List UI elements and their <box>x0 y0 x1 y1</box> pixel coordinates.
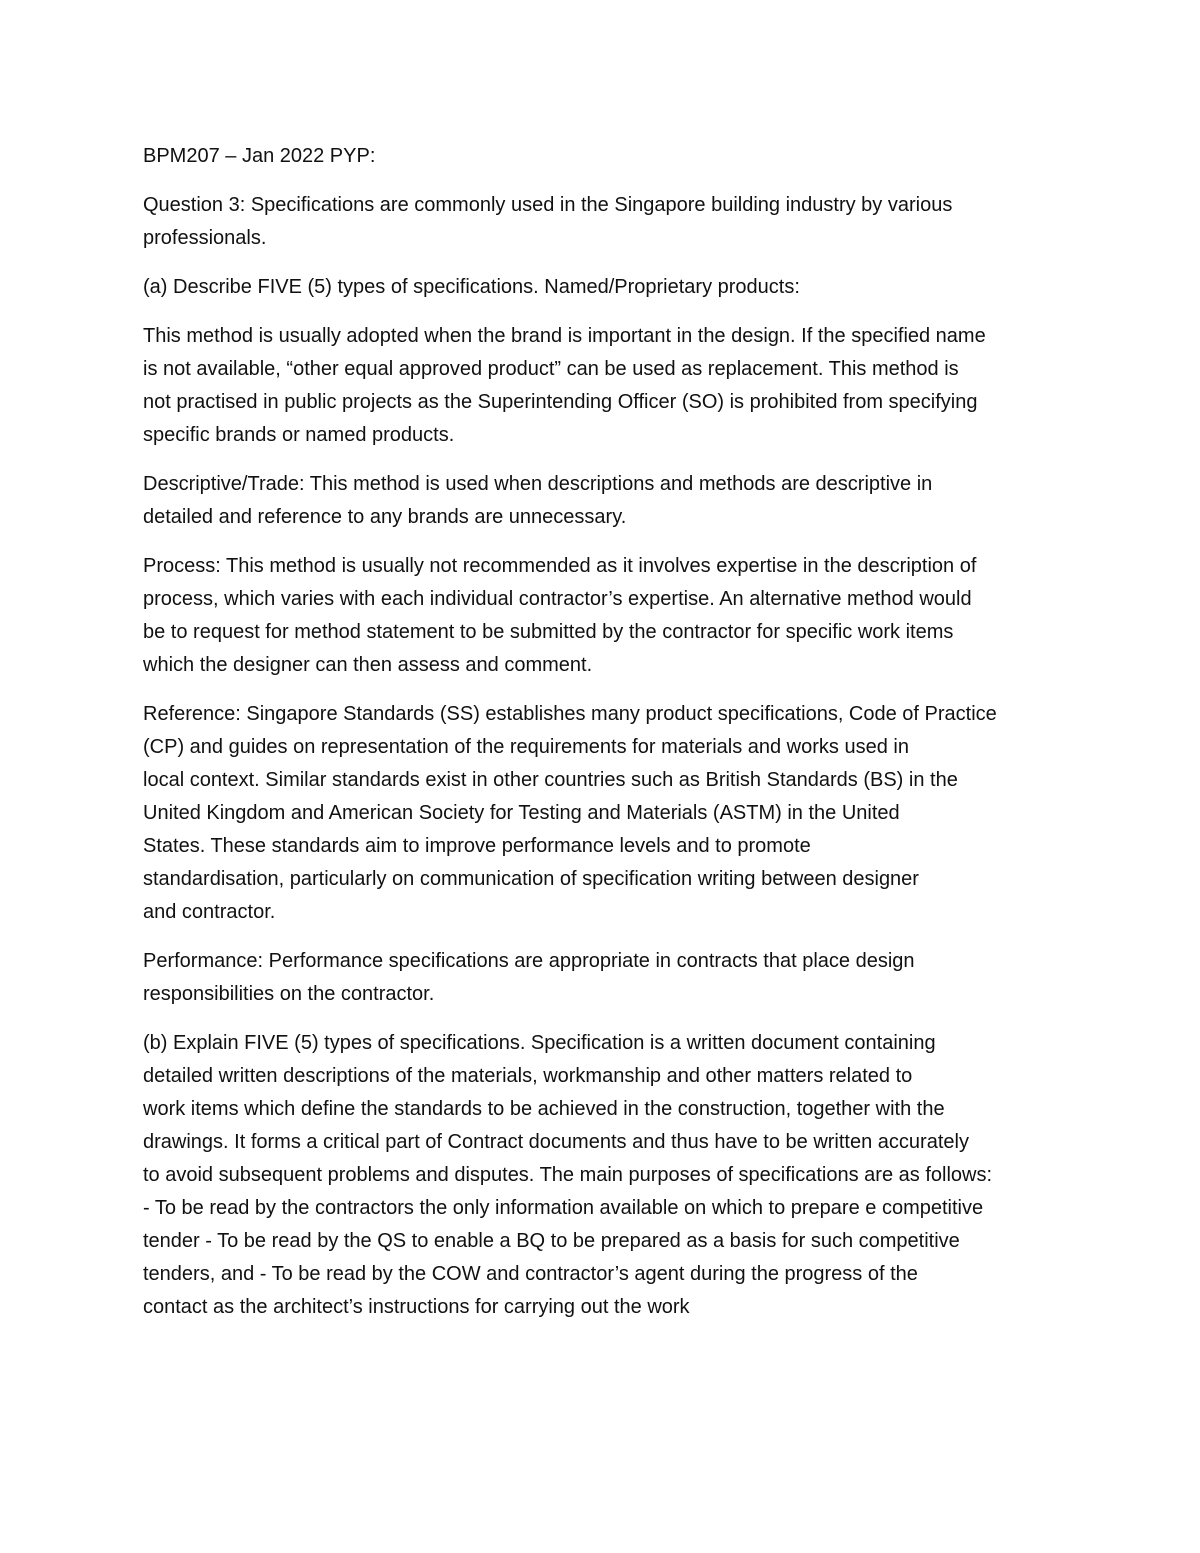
text-line: - To be read by the contractors the only information available on which to prepare e competitive <box>143 1197 984 1219</box>
text-line: not practised in public projects as the Superintending Officer (SO) is prohibited from specifying <box>143 391 978 413</box>
text-line: professionals. <box>143 227 267 249</box>
text-line: standardisation, particularly on communication of specification writing between designer <box>143 868 919 890</box>
descriptive-paragraph <box>143 468 1063 534</box>
text-line: Performance: Performance specifications are appropriate in contracts that place design <box>143 950 915 972</box>
document-body <box>143 140 1063 1340</box>
named-products-paragraph <box>143 320 1063 452</box>
text-line: which the designer can then assess and comment. <box>143 654 593 676</box>
text-line: local context. Similar standards exist in other countries such as British Standards (BS) in the <box>143 769 958 791</box>
text-line: Question 3: Specifications are commonly used in the Singapore building industry by various <box>143 194 953 216</box>
text-line: to avoid subsequent problems and disputes. The main purposes of specifications are as follows: <box>143 1164 993 1186</box>
text-line: States. These standards aim to improve performance levels and to promote <box>143 835 811 857</box>
header-line: BPM207 – Jan 2022 PYP: <box>143 145 376 167</box>
part-b-paragraph <box>143 1027 1063 1324</box>
text-line: work items which define the standards to be achieved in the construction, together with the <box>143 1098 945 1120</box>
text-line: tenders, and - To be read by the COW and contractor’s agent during the progress of the <box>143 1263 918 1285</box>
text-line: (a) Describe FIVE (5) types of specifications. Named/Proprietary products: <box>143 276 800 298</box>
text-line: specific brands or named products. <box>143 424 455 446</box>
text-line: This method is usually adopted when the brand is important in the design. If the specified name <box>143 325 986 347</box>
text-line: United Kingdom and American Society for Testing and Materials (ASTM) in the United <box>143 802 900 824</box>
text-line: drawings. It forms a critical part of Contract documents and thus have to be written accurately <box>143 1131 969 1153</box>
text-line: tender - To be read by the QS to enable a BQ to be prepared as a basis for such competitive <box>143 1230 960 1252</box>
text-line: responsibilities on the contractor. <box>143 983 435 1005</box>
text-line: Process: This method is usually not recommended as it involves expertise in the description of <box>143 555 977 577</box>
text-line: and contractor. <box>143 901 276 923</box>
text-line: Reference: Singapore Standards (SS) establishes many product specifications, Code of Practice <box>143 703 997 725</box>
text-line: be to request for method statement to be submitted by the contractor for specific work items <box>143 621 954 643</box>
text-line: is not available, “other equal approved product” can be used as replacement. This method is <box>143 358 959 380</box>
document-header <box>143 140 1063 173</box>
reference-paragraph <box>143 698 1063 929</box>
text-line: process, which varies with each individual contractor’s expertise. An alternative method would <box>143 588 972 610</box>
process-paragraph <box>143 550 1063 682</box>
text-line: contact as the architect’s instructions for carrying out the work <box>143 1296 690 1318</box>
text-line: detailed and reference to any brands are unnecessary. <box>143 506 627 528</box>
text-line: (b) Explain FIVE (5) types of specifications. Specification is a written document containing <box>143 1032 936 1054</box>
question-paragraph <box>143 189 1063 255</box>
performance-paragraph <box>143 945 1063 1011</box>
text-line: (CP) and guides on representation of the requirements for materials and works used in <box>143 736 909 758</box>
text-line: Descriptive/Trade: This method is used when descriptions and methods are descriptive in <box>143 473 933 495</box>
part-a-intro-paragraph <box>143 271 1063 304</box>
text-line: detailed written descriptions of the materials, workmanship and other matters related to <box>143 1065 913 1087</box>
